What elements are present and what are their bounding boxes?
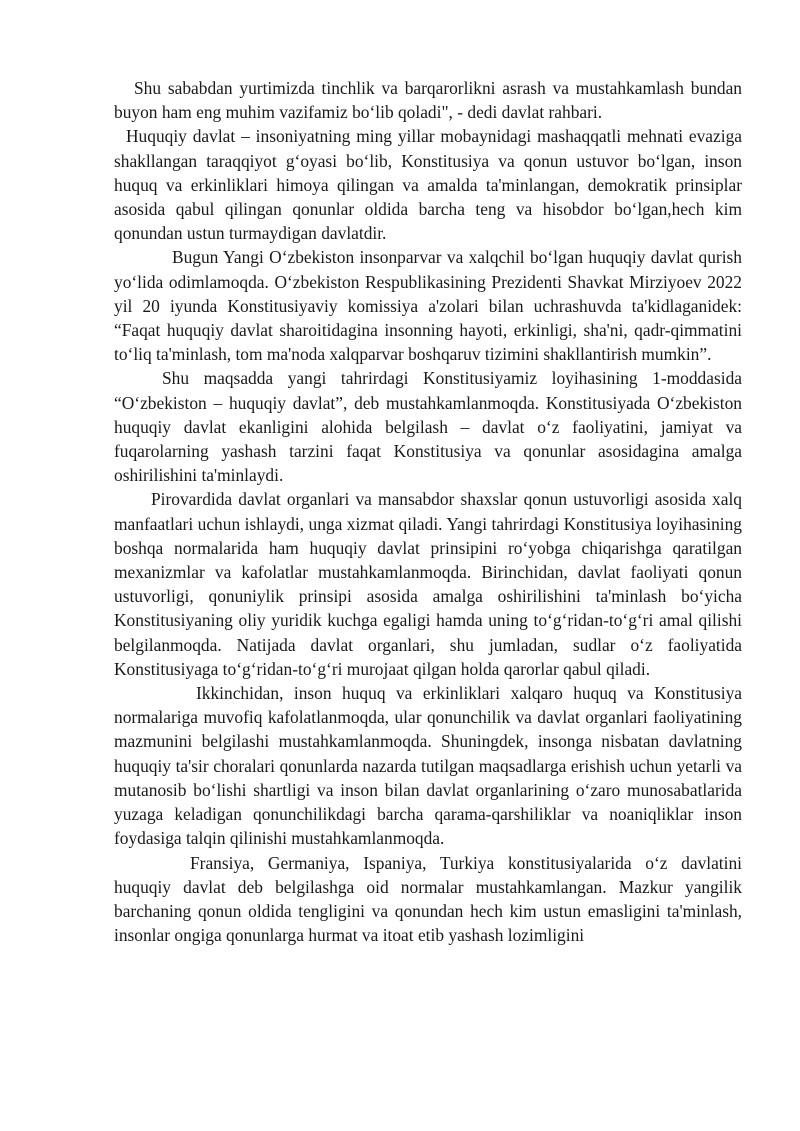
paragraph-closing-quote: Shu sababdan yurtimizda tinchlik va barqarorlikni asrash va mustahkamlash bundan buyon ham eng muhim vazifamiz bo‘lib qoladi", - dedi davlat rahbari. [114, 78, 742, 123]
document-page [114, 76, 742, 947]
paragraph-rule-of-law: Pirovardida davlat organlari va mansabdor shaxslar qonun ustuvorligi asosida xalq manfaatlari uchun ishlaydi, unga xizmat qiladi. Yangi tahrirdagi Konstitusiya loyihasining boshqa normalarida ham huquqiy davlat prinsipini ro‘yobga chiqarishga qaratilgan mexanizmlar va kafolatlar mustahkamlanmoqda. Birinchidan, davlat faoliyati qonun ustuvorligi, qonuniylik prinsipi asosida amalga oshirilishini ta'minlash bo‘yicha Konstitusiyaning oliy yuridik kuchga egaligi hamda uning to‘g‘ridan-to‘g‘ri amal qilishi belgilanmoqda. Natijada davlat organlari, shu jumladan, sudlar o‘z faoliyatida Konstitusiyaga to‘g‘ridan-to‘g‘ri murojaat qilgan holda qarorlar qabul qiladi. [114, 489, 742, 679]
paragraph-new-uzbekistan: Bugun Yangi O‘zbekiston insonparvar va xalqchil bo‘lgan huquqiy davlat qurish yo‘lida odimlamoqda. O‘zbekiston Respublikasining Prezidenti Shavkat Mirziyoev 2022 yil 20 iyunda Konstitusiyaviy komissiya a'zolari bilan uchrashuvda ta'kidlaganidek: “Faqat huquqiy davlat sharoitidagina insonning hayoti, erkinligi, sha'ni, qadr-qimmatini to‘liq ta'minlash, tom ma'noda xalqparvar boshqaruv tizimini shakllantirish mumkin”. [114, 247, 742, 365]
paragraph-foreign-constitutions: Fransiya, Germaniya, Ispaniya, Turkiya konstitusiyalarida o‘z davlatini huquqiy davlat deb belgilashga oid normalar mustahkamlangan. Mazkur yangilik barchaning qonun oldida tengligini va qonundan hech kim ustun emasligini ta'minlash, insonlar ongiga qonunlarga hurmat va itoat etib yashash lozimligini [114, 852, 742, 946]
paragraph-human-rights: Ikkinchidan, inson huquq va erkinliklari xalqaro huquq va Konstitusiya normalariga muvofiq kafolatlanmoqda, ular qonunchilik va davlat organlari faoliyatining mazmunini belgilashi mustahkamlanmoqda. Shuningdek, insonga nisbatan davlatning huquqiy ta'sir choralari qonunlarda nazarda tutilgan maqsadlarga erishish uchun yetarli va mutanosib bo‘lishi shartligi va inson bilan davlat organlarining o‘zaro munosabatlarida yuzaga keladigan qonunchilikdagi barcha qarama-qarshiliklar va noaniqliklar inson foydasiga talqin qilinishi mustahkamlanmoqda. [114, 683, 742, 849]
paragraph-article-one: Shu maqsadda yangi tahrirdagi Konstitusiyamiz loyihasining 1-moddasida “O‘zbekiston – huquqiy davlat”, deb mustahkamlanmoqda. Konstitusiyada O‘zbekiston huquqiy davlat ekanligini alohida belgilash – davlat o‘z faoliyatini, jamiyat va fuqarolarning yashash tarzini faqat Konstitusiya va qonunlar asosidagina amalga oshirilishini ta'minlaydi. [114, 368, 742, 486]
paragraph-legal-state-definition: Huquqiy davlat – insoniyatning ming yillar mobaynidagi mashaqqatli mehnati evaziga shakllangan taraqqiyot g‘oyasi bo‘lib, Konstitusiya va qonun ustuvor bo‘lgan, inson huquq va erkinliklari himoya qilingan va amalda ta'minlangan, demokratik prinsiplar asosida qabul qilingan qonunlar oldida barcha teng va hisobdor bo‘lgan,hech kim qonundan ustun turmaydigan davlatdir. [114, 126, 742, 244]
